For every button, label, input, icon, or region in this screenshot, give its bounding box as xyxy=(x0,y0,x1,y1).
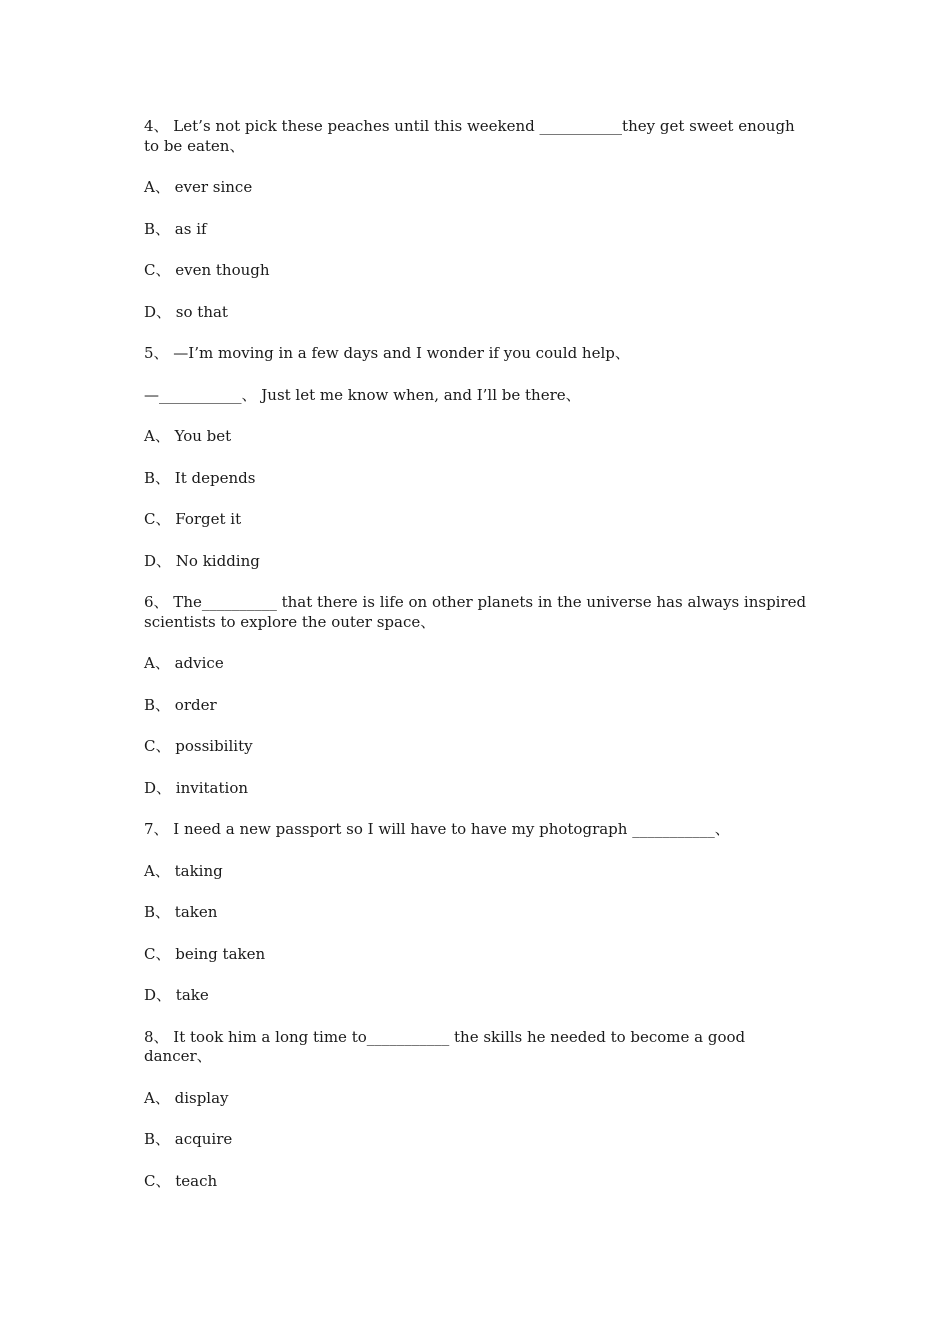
option-c: C、 being taken xyxy=(144,944,266,963)
option-d: D、 No kidding xyxy=(144,551,260,570)
option-a: A、 advice xyxy=(144,654,224,672)
option-b: B、 It depends xyxy=(144,468,256,487)
question-stem: 4、 Let’s not pick these peaches until this weekend ___________they get sweet enough to be eaten、 xyxy=(144,117,800,155)
question-stem-reply: —___________、 Just let me know when, and I’ll be there、 xyxy=(144,385,581,404)
option-c: C、 teach xyxy=(144,1171,218,1190)
option-d: D、 so that xyxy=(144,302,228,321)
option-c: C、 Forget it xyxy=(144,510,242,528)
question-stem: 5、 —I’m moving in a few days and I wonder if you could help、 xyxy=(144,344,630,362)
question-7 xyxy=(144,820,808,1006)
option-a: A、 display xyxy=(144,1088,229,1107)
option-b: B、 acquire xyxy=(144,1130,233,1148)
option-d: D、 invitation xyxy=(144,778,249,797)
question-stem: 7、 I need a new passport so I will have to have my photograph ___________、 xyxy=(144,820,730,838)
option-c: C、 possibility xyxy=(144,737,253,755)
option-d: D、 take xyxy=(144,986,209,1004)
option-a: A、 taking xyxy=(144,861,223,880)
question-stem: 6、 The__________ that there is life on other planets in the universe has always inspired scientists to explore the outer space、 xyxy=(144,593,811,631)
question-6 xyxy=(144,593,811,798)
option-a: A、 You bet xyxy=(144,427,232,445)
question-4 xyxy=(144,117,808,322)
option-b: B、 as if xyxy=(144,219,207,238)
question-stem: 8、 It took him a long time to___________ the skills he needed to become a good dancer、 xyxy=(144,1027,750,1065)
option-b: B、 order xyxy=(144,695,217,714)
option-a: A、 ever since xyxy=(144,178,253,196)
option-c: C、 even though xyxy=(144,261,270,279)
question-8 xyxy=(144,1028,808,1192)
option-b: B、 taken xyxy=(144,903,218,921)
document-page xyxy=(144,117,811,1213)
question-5 xyxy=(144,344,808,571)
